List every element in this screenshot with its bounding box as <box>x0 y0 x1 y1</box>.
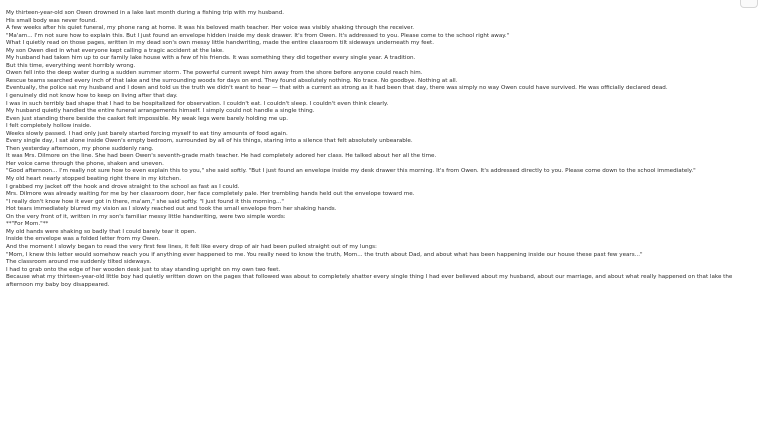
story-line: A few weeks after his quiet funeral, my phone rang at home. It was his beloved math teacher. Her voice was visibly shaking through the receiver. <box>6 25 415 32</box>
story-body <box>6 10 760 289</box>
story-line: Owen fell into the deep water during a sudden summer storm. The powerful current swept him away from the shore before anyone could reach him. <box>6 70 423 77</box>
story-line: My son Owen died in what everyone kept calling a tragic accident at the lake. <box>6 47 224 54</box>
story-line: Inside the envelope was a folded letter from my Owen. <box>6 236 161 243</box>
story-line: His small body was never found. <box>6 17 98 24</box>
story-line: Her voice came through the phone, shaken and uneven. <box>6 160 164 167</box>
story-line: "Good afternoon... I'm really not sure how to even explain this to you," she said softly. "But I just found an envelope inside my desk drawer this morning. It's from Owen. It's addressed directly to you. Please come down to the school immediately." <box>6 168 696 175</box>
story-line: Weeks slowly passed. I had only just barely started forcing myself to eat tiny amounts of food again. <box>6 130 288 137</box>
story-line: Because what my thirteen-year-old little boy had quietly written down on the pages that followed was about to completely shatter every single thing I had ever believed about my husband, about our marriage, and about what really happened on that lake the afternoon my baby boy disappeared. <box>6 274 733 288</box>
story-line: Rescue teams searched every inch of that lake and the surrounding woods for days on end. They found absolutely nothing. No trace. No goodbye. Nothing at all. <box>6 77 458 84</box>
story-line: Even just standing there beside the casket felt impossible. My weak legs were barely holding me up. <box>6 115 288 122</box>
story-line: What I quietly read on those pages, written in my dead son's own messy little handwriting, made the entire classroom tilt sideways underneath my feet. <box>6 40 435 47</box>
story-line: Every single day, I sat alone inside Owen's empty bedroom, surrounded by all of his things, staring into a silence that felt absolutely unbearable. <box>6 138 413 145</box>
story-line: I felt completely hollow inside. <box>6 123 92 130</box>
story-line: Eventually, the police sat my husband and I down and told us the truth we didn't want to hear — that with a current as strong as it had been that day, there was simply no way Owen could have survived. He was officially declared dead. <box>6 85 668 92</box>
story-line: My old hands were shaking so badly that I could barely tear it open. <box>6 228 197 235</box>
story-line: I had to grab onto the edge of her wooden desk just to stay standing upright on my own two feet. <box>6 266 281 273</box>
top-tab <box>740 0 758 8</box>
story-line: And the moment I slowly began to read the very first few lines, it felt like every drop of air had been pulled straight out of my lungs: <box>6 243 377 250</box>
story-line: I grabbed my jacket off the hook and drove straight to the school as fast as I could. <box>6 183 240 190</box>
story-line: My thirteen-year-old son Owen drowned in a lake last month during a fishing trip with my husband. <box>6 10 285 16</box>
story-line: On the very front of it, written in my son's familiar messy little handwriting, were two simple words: <box>6 213 286 220</box>
story-line: But this time, everything went horribly wrong. <box>6 62 136 69</box>
story-line: My husband had taken him up to our family lake house with a few of his friends. It was something they did together every single year. A tradition. <box>6 55 416 62</box>
story-line: I genuinely did not know how to keep on living after that day. <box>6 93 178 100</box>
story-line: My old heart nearly stopped beating right there in my kitchen. <box>6 176 181 183</box>
story-line: "Ma'am... I'm not sure how to explain this. But I just found an envelope hidden inside my desk drawer. It's from Owen. It's addressed to you. Please come to the school right away." <box>6 32 510 39</box>
story-line: "I really don't know how it ever got in there, ma'am," she said softly. "I just found it this morning..." <box>6 198 284 205</box>
story-line: Mrs. Dilmore was already waiting for me by her classroom door, her face completely pale. Her trembling hands held out the envelope toward me. <box>6 191 415 198</box>
story-line: I was in such terribly bad shape that I had to be hospitalized for observation. I couldn't eat. I couldn't sleep. I couldn't even think clearly. <box>6 100 389 107</box>
story-line: Hot tears immediately blurred my vision as I slowly reached out and took the small envelope from her shaking hands. <box>6 206 337 213</box>
story-line: **"For Mom."** <box>6 221 49 228</box>
story-line: Then yesterday afternoon, my phone suddenly rang. <box>6 145 154 152</box>
story-line: It was Mrs. Dilmore on the line. She had been Owen's seventh-grade math teacher. He had completely adored her class. He talked about her all the time. <box>6 153 437 160</box>
story-line: "Mom, I knew this letter would somehow reach you if anything ever happened to me. You really need to know the truth, Mom... the truth about Dad, and about what has been happening inside our house these past few years..." <box>6 251 643 258</box>
story-line: My husband quietly handled the entire funeral arrangements himself. I simply could not handle a single thing. <box>6 108 315 115</box>
story-line: The classroom around me suddenly tilted sideways. <box>6 259 152 266</box>
